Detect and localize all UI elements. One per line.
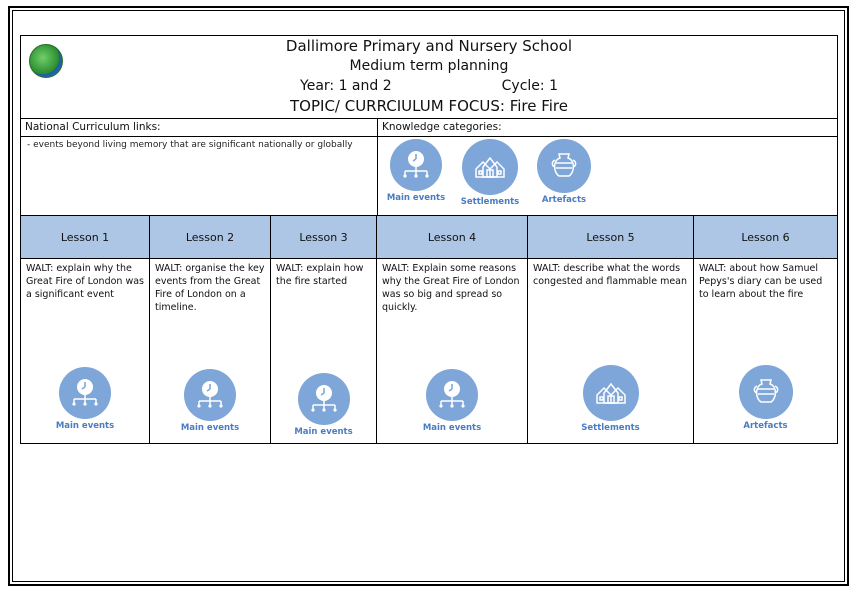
- year-label: Year: 1 and 2: [300, 78, 392, 94]
- links-row: [21, 119, 837, 216]
- lesson-2-column: [150, 216, 271, 443]
- clock-timeline-icon: [184, 369, 236, 421]
- lesson-1-column: [21, 216, 150, 443]
- lesson-icon-label: Main events: [294, 427, 353, 437]
- lesson-4-column: [377, 216, 528, 443]
- lesson-icon-block: [694, 365, 837, 431]
- lesson-icon-label: Artefacts: [743, 421, 788, 431]
- lesson-5-column: [528, 216, 694, 443]
- clock-timeline-icon: [426, 369, 478, 421]
- year-cycle-line: [21, 76, 837, 96]
- lessons-table: [21, 216, 837, 443]
- lesson-3-column: [271, 216, 377, 443]
- houses-icon: [583, 365, 639, 421]
- lesson-title: Lesson 6: [694, 216, 837, 259]
- kc-body: [378, 137, 837, 215]
- nc-item: - events beyond living memory that are significant nationally or globally: [27, 140, 353, 150]
- lesson-icon-block: [377, 369, 527, 433]
- lesson-title: Lesson 1: [21, 216, 149, 259]
- document-header: [21, 36, 837, 119]
- lesson-icon-block: [271, 373, 376, 437]
- clock-timeline-icon: [390, 139, 442, 191]
- kc-main-events: [386, 139, 446, 207]
- lesson-walt: WALT: explain how the fire started: [276, 263, 364, 287]
- lesson-icon-block: [21, 367, 149, 431]
- lesson-title: Lesson 3: [271, 216, 376, 259]
- lesson-icon-label: Main events: [422, 423, 482, 433]
- kc-label: Artefacts: [541, 195, 587, 205]
- lesson-6-column: [694, 216, 837, 443]
- clock-timeline-icon: [59, 367, 111, 419]
- vase-icon: [537, 139, 591, 193]
- national-curriculum-cell: [21, 119, 378, 215]
- topic-line: TOPIC/ CURRCIULUM FOCUS: Fire Fire: [290, 97, 568, 115]
- vase-icon: [739, 365, 793, 419]
- kc-label: Settlements: [460, 197, 520, 207]
- kc-settlements: [460, 139, 520, 207]
- cycle-label: Cycle: 1: [501, 78, 558, 94]
- lesson-icon-label: Settlements: [581, 423, 640, 433]
- kc-title: Knowledge categories:: [378, 119, 837, 137]
- nc-body: [21, 137, 377, 215]
- lesson-icon-label: Main events: [55, 421, 115, 431]
- lesson-icon-block: [150, 369, 270, 433]
- lesson-title: Lesson 2: [150, 216, 270, 259]
- lesson-icon-block: [528, 365, 693, 433]
- lesson-title: Lesson 5: [528, 216, 693, 259]
- lesson-walt: WALT: explain why the Great Fire of London was a significant event: [26, 263, 145, 300]
- clock-timeline-icon: [298, 373, 350, 425]
- school-name: Dallimore Primary and Nursery School: [285, 37, 573, 55]
- nc-title: National Curriculum links:: [21, 119, 377, 137]
- houses-icon: [462, 139, 518, 195]
- school-logo-globe-icon: [29, 44, 63, 78]
- lesson-walt: WALT: about how Samuel Pepys's diary can be used to learn about the fire: [699, 263, 823, 300]
- lesson-walt: WALT: describe what the words congested and flammable mean: [533, 263, 688, 287]
- lesson-title: Lesson 4: [377, 216, 527, 259]
- knowledge-categories-cell: [378, 119, 837, 215]
- document-subtitle: Medium term planning: [349, 58, 509, 74]
- lesson-walt: WALT: organise the key events from the Great Fire of London on a timeline.: [155, 263, 265, 313]
- planning-document: [20, 35, 838, 444]
- kc-label: Main events: [386, 193, 446, 203]
- lesson-icon-label: Main events: [180, 423, 240, 433]
- kc-artefacts: [534, 139, 594, 207]
- lesson-walt: WALT: Explain some reasons why the Great Fire of London was so big and spread so quickly.: [382, 263, 520, 313]
